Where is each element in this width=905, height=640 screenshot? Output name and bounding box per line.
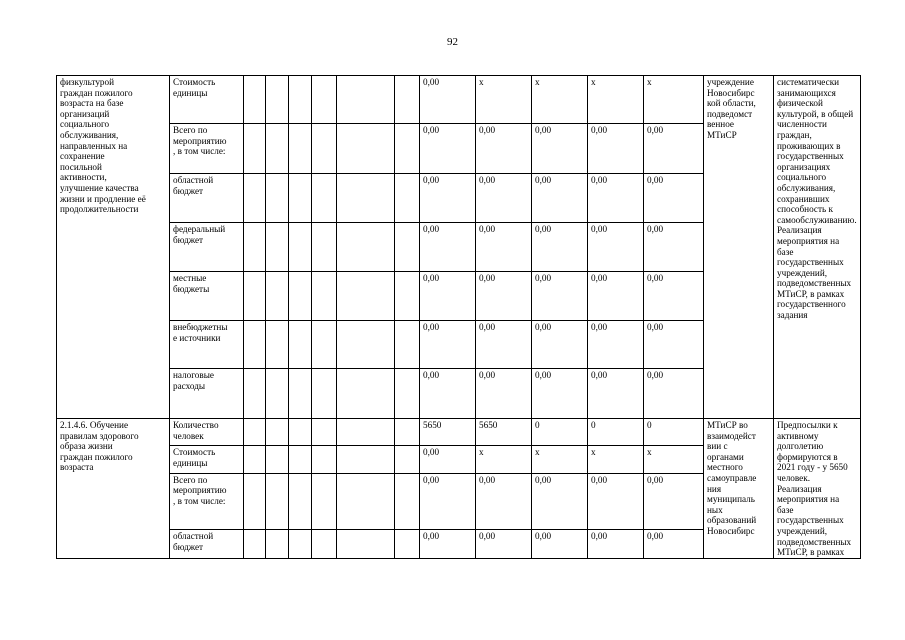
value-cell: 0,00 [420, 446, 476, 473]
empty-cell [337, 321, 395, 369]
empty-cell [337, 174, 395, 223]
empty-cell [244, 419, 266, 446]
result-cell: систематически занимающихся физической культурой, в общей численности граждан, проживающих в государственных организациях социального обслуживания, сохранивших способность к самообслуживанию. Реализация мероприятия на базе государственных учреждений, подведомственных МТиСР, в рамках государственного задания [774, 76, 861, 419]
value-cell: 0,00 [532, 223, 588, 272]
empty-cell [395, 124, 420, 174]
empty-cell [289, 124, 312, 174]
empty-cell [266, 223, 289, 272]
empty-cell [266, 446, 289, 473]
value-cell: 0,00 [532, 321, 588, 369]
value-cell: 0,00 [588, 369, 644, 419]
empty-cell [395, 174, 420, 223]
value-cell: 0,00 [532, 124, 588, 174]
value-cell: x [532, 76, 588, 124]
empty-cell [395, 369, 420, 419]
value-cell: 0 [588, 419, 644, 446]
executor-cell: МТиСР во взаимодейст вии с органами местного самоуправле ния муниципаль ных образований Новосибирс [704, 419, 774, 559]
value-cell: 0,00 [476, 174, 532, 223]
value-cell: 0 [644, 419, 704, 446]
activity-title: 2.1.4.6. Обучение правилам здорового образа жизни граждан пожилого возраста [57, 419, 170, 559]
empty-cell [289, 76, 312, 124]
value-cell: 0,00 [588, 321, 644, 369]
value-cell: 0,00 [476, 530, 532, 558]
value-cell: 0,00 [420, 124, 476, 174]
value-cell: 0,00 [588, 174, 644, 223]
value-cell: x [476, 446, 532, 473]
empty-cell [337, 124, 395, 174]
value-cell: 5650 [476, 419, 532, 446]
value-cell: 0 [532, 419, 588, 446]
value-cell: 0,00 [420, 369, 476, 419]
value-cell: 0,00 [644, 321, 704, 369]
empty-cell [266, 174, 289, 223]
empty-cell [266, 272, 289, 321]
empty-cell [289, 272, 312, 321]
value-cell: 5650 [420, 419, 476, 446]
value-cell: 0,00 [588, 124, 644, 174]
value-cell: 0,00 [588, 473, 644, 530]
empty-cell [395, 223, 420, 272]
value-cell: x [532, 446, 588, 473]
row-label: Всего по мероприятию , в том числе: [170, 473, 244, 530]
empty-cell [312, 530, 337, 558]
empty-cell [266, 369, 289, 419]
empty-cell [395, 419, 420, 446]
activities-table [56, 75, 861, 559]
value-cell: 0,00 [644, 124, 704, 174]
row-label: Количество человек [170, 419, 244, 446]
value-cell: x [476, 76, 532, 124]
empty-cell [244, 530, 266, 558]
value-cell: 0,00 [420, 473, 476, 530]
empty-cell [312, 124, 337, 174]
value-cell: 0,00 [420, 321, 476, 369]
value-cell: 0,00 [420, 76, 476, 124]
row-label: Стоимость единицы [170, 76, 244, 124]
row-label: федеральный бюджет [170, 223, 244, 272]
activity-title: физкультурой граждан пожилого возраста на базе организаций социального обслуживания, направленных на сохранение посильной активности, улучшение качества жизни и продление её продолжительности [57, 76, 170, 419]
empty-cell [266, 530, 289, 558]
value-cell: 0,00 [476, 124, 532, 174]
value-cell: 0,00 [420, 223, 476, 272]
value-cell: 0,00 [532, 473, 588, 530]
value-cell: 0,00 [476, 473, 532, 530]
empty-cell [266, 76, 289, 124]
empty-cell [266, 473, 289, 530]
value-cell: x [644, 76, 704, 124]
table-row [57, 76, 861, 124]
value-cell: 0,00 [420, 530, 476, 558]
empty-cell [395, 321, 420, 369]
empty-cell [289, 223, 312, 272]
row-label: налоговые расходы [170, 369, 244, 419]
empty-cell [337, 419, 395, 446]
value-cell: 0,00 [644, 223, 704, 272]
value-cell: 0,00 [420, 272, 476, 321]
empty-cell [312, 223, 337, 272]
executor-cell: учреждение Новосибирс кой области, подведомст венное МТиСР [704, 76, 774, 419]
empty-cell [337, 272, 395, 321]
value-cell: 0,00 [532, 369, 588, 419]
empty-cell [337, 473, 395, 530]
value-cell: 0,00 [644, 369, 704, 419]
empty-cell [337, 223, 395, 272]
empty-cell [244, 321, 266, 369]
result-cell: Предпосылки к активному долголетию формируются в 2021 году - у 5650 человек. Реализация мероприятия на базе государственных учреждений, подведомственных МТиСР, в рамках [774, 419, 861, 559]
value-cell: 0,00 [476, 272, 532, 321]
empty-cell [312, 473, 337, 530]
empty-cell [395, 272, 420, 321]
value-cell: 0,00 [532, 530, 588, 558]
value-cell: x [644, 446, 704, 473]
row-label: местные бюджеты [170, 272, 244, 321]
empty-cell [266, 419, 289, 446]
empty-cell [312, 419, 337, 446]
empty-cell [312, 272, 337, 321]
empty-cell [395, 473, 420, 530]
empty-cell [244, 223, 266, 272]
empty-cell [395, 530, 420, 558]
value-cell: 0,00 [532, 272, 588, 321]
empty-cell [266, 321, 289, 369]
value-cell: 0,00 [420, 174, 476, 223]
empty-cell [289, 419, 312, 446]
empty-cell [289, 174, 312, 223]
empty-cell [312, 369, 337, 419]
empty-cell [289, 446, 312, 473]
table-row [57, 419, 861, 446]
value-cell: 0,00 [588, 272, 644, 321]
empty-cell [312, 76, 337, 124]
empty-cell [312, 446, 337, 473]
empty-cell [266, 124, 289, 174]
empty-cell [244, 473, 266, 530]
empty-cell [337, 446, 395, 473]
empty-cell [312, 174, 337, 223]
empty-cell [244, 446, 266, 473]
empty-cell [289, 530, 312, 558]
empty-cell [337, 76, 395, 124]
value-cell: x [588, 76, 644, 124]
empty-cell [244, 124, 266, 174]
empty-cell [312, 321, 337, 369]
value-cell: 0,00 [476, 369, 532, 419]
row-label: областной бюджет [170, 530, 244, 558]
empty-cell [289, 473, 312, 530]
value-cell: 0,00 [644, 174, 704, 223]
value-cell: 0,00 [588, 223, 644, 272]
row-label: Стоимость единицы [170, 446, 244, 473]
value-cell: 0,00 [644, 272, 704, 321]
empty-cell [337, 530, 395, 558]
value-cell: 0,00 [588, 530, 644, 558]
row-label: областной бюджет [170, 174, 244, 223]
row-label: внебюджетны е источники [170, 321, 244, 369]
empty-cell [337, 369, 395, 419]
empty-cell [244, 174, 266, 223]
empty-cell [395, 76, 420, 124]
value-cell: 0,00 [532, 174, 588, 223]
page-number: 92 [447, 36, 458, 48]
row-label: Всего по мероприятию , в том числе: [170, 124, 244, 174]
empty-cell [395, 446, 420, 473]
empty-cell [289, 369, 312, 419]
empty-cell [244, 369, 266, 419]
value-cell: 0,00 [476, 321, 532, 369]
value-cell: 0,00 [476, 223, 532, 272]
empty-cell [244, 272, 266, 321]
empty-cell [244, 76, 266, 124]
value-cell: x [588, 446, 644, 473]
value-cell: 0,00 [644, 530, 704, 558]
value-cell: 0,00 [644, 473, 704, 530]
empty-cell [289, 321, 312, 369]
